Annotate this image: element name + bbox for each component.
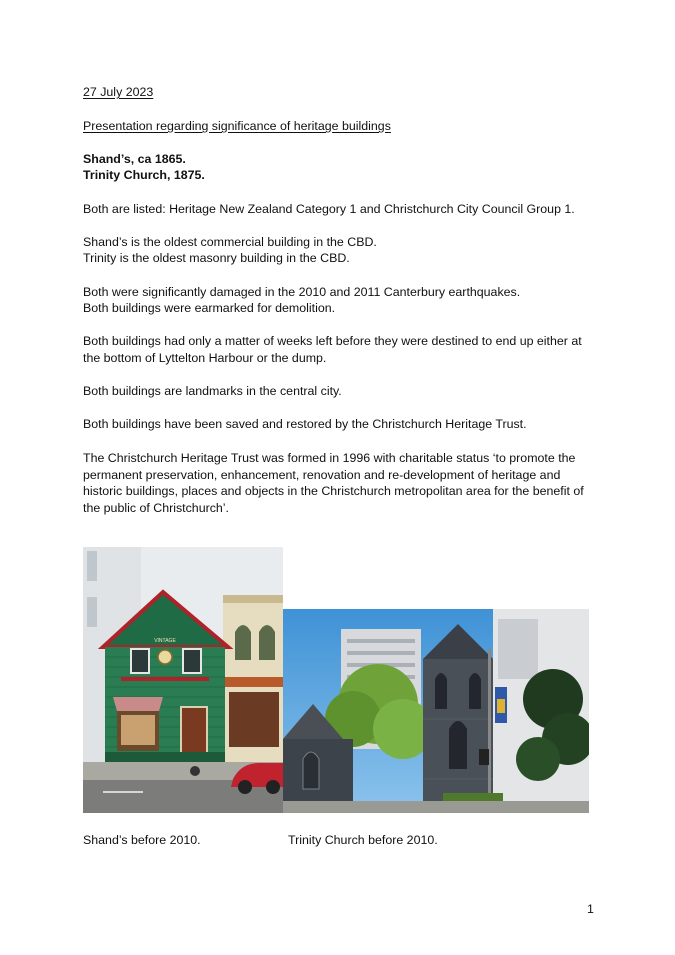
building-line-trinity: Trinity Church, 1875. (83, 168, 205, 182)
shands-sign-text: VINTAGE (154, 638, 176, 644)
trinity-church-photo (283, 609, 589, 813)
page-number: 1 (587, 902, 594, 916)
caption-shands: Shand’s before 2010. (83, 833, 201, 847)
paragraph-saved-restored: Both buildings have been saved and restored by the Christchurch Heritage Trust. (83, 417, 527, 431)
paragraph-weeks-left: Both buildings had only a matter of weeks left before they were destined to end up either at the bottom of Lyttelton Harbour or the dump. (83, 334, 582, 365)
building-line-shands: Shand’s, ca 1865. (83, 152, 186, 166)
paragraph-trust-formation: The Christchurch Heritage Trust was formed in 1996 with charitable status ‘to promote the permanent preservation, enhancement, renovation and re-development of heritage and historic buildings, places and objects in the Christchurch metropolitan area for the benefit of the public of Christchurch’. (83, 451, 584, 515)
paragraph-listing: Both are listed: Heritage New Zealand Category 1 and Christchurch City Council Group 1. (83, 202, 575, 216)
paragraph-trinity-oldest: Trinity is the oldest masonry building in the CBD. (83, 251, 350, 265)
paragraph-landmarks: Both buildings are landmarks in the central city. (83, 384, 342, 398)
shands-photo (83, 547, 283, 813)
caption-trinity: Trinity Church before 2010. (288, 833, 438, 847)
document-date: 27 July 2023 (83, 85, 154, 99)
paragraph-shands-oldest: Shand’s is the oldest commercial building in the CBD. (83, 235, 377, 249)
document-heading: Presentation regarding significance of heritage buildings (83, 119, 391, 133)
paragraph-demolition: Both buildings were earmarked for demolition. (83, 301, 336, 315)
paragraph-earthquake-damage: Both were significantly damaged in the 2010 and 2011 Canterbury earthquakes. (83, 285, 521, 299)
